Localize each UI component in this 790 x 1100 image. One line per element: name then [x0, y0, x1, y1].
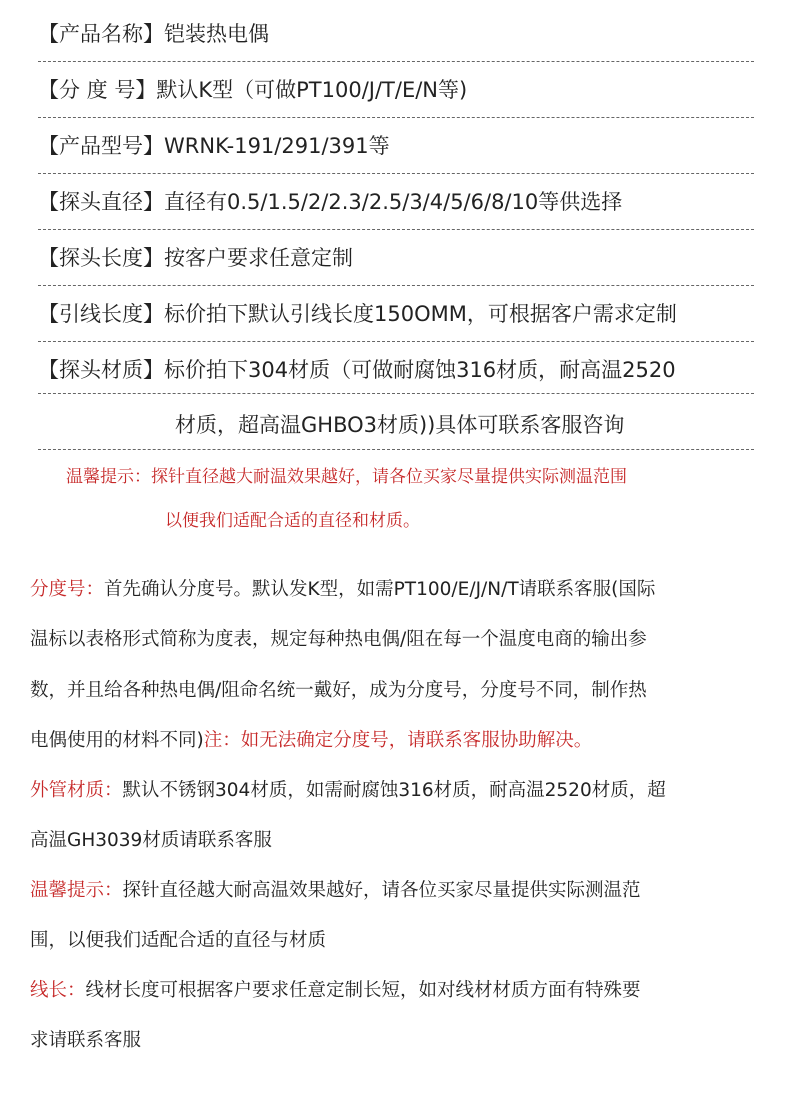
division-note: 注：如无法确定分度号，请联系客服协助解决。 [203, 730, 593, 751]
tube-label: 外管材质： [30, 780, 123, 801]
division-paragraph-line-3: 数，并且给各种热电偶/阻命名统一戴好，成为分度号，分度号不同，制作热 [30, 680, 647, 701]
divider [38, 341, 754, 342]
spec-row-lead-length [38, 300, 754, 328]
spec-value: 直径有0.5/1.5/2/2.3/2.5/3/4/5/6/8/10等供选择 [164, 190, 623, 214]
wire-paragraph-line-2: 求请联系客服 [30, 1030, 142, 1051]
division-paragraph-line-1 [30, 578, 770, 602]
spec-label: 【探头直径】 [38, 190, 164, 214]
tip2-paragraph-line-1 [30, 879, 770, 903]
tip-line-1: 温馨提示：探针直径越大耐温效果越好，请各位买家尽量提供实际测温范围 [66, 467, 627, 487]
spec-row-probe-length [38, 244, 754, 272]
wire-label: 线长： [30, 980, 86, 1001]
spec-value: WRNK-191/291/391等 [164, 134, 390, 158]
tip2-label: 温馨提示： [30, 880, 123, 901]
spec-label: 【引线长度】 [38, 302, 164, 326]
divider [38, 117, 754, 118]
spec-value: 按客户要求任意定制 [164, 246, 353, 270]
paragraph-text: 探针直径越大耐高温效果越好，请各位买家尽量提供实际测温范 [122, 880, 641, 901]
divider [38, 285, 754, 286]
division-paragraph-line-4 [30, 729, 770, 753]
spec-label: 【探头材质】 [38, 358, 164, 382]
spec-label: 【探头长度】 [38, 246, 164, 270]
spec-row-model [38, 132, 754, 160]
tube-paragraph-line-2: 高温GH3039材质请联系客服 [30, 830, 272, 851]
paragraph-text: 电偶使用的材料不同) [30, 730, 204, 751]
tip-line-2: 以便我们适配合适的直径和材质。 [165, 511, 420, 531]
tube-paragraph-line-1 [30, 779, 770, 803]
paragraph-text: 首先确认分度号。默认发K型，如需PT100/E/J/N/T请联系客服(国际 [104, 579, 656, 600]
divider [38, 449, 754, 450]
spec-label: 【分 度 号】 [38, 78, 157, 102]
paragraph-text: 线材长度可根据客户要求任意定制长短，如对线材材质方面有特殊要 [85, 980, 641, 1001]
spec-value: 标价拍下304材质（可做耐腐蚀316材质，耐高温2520 [164, 358, 676, 382]
spec-label: 【产品型号】 [38, 134, 164, 158]
spec-row-probe-material [38, 356, 754, 384]
spec-row-probe-diameter [38, 188, 754, 216]
spec-value: 铠装热电偶 [164, 22, 269, 46]
spec-row-product-name [38, 20, 754, 48]
spec-row-division-number [38, 76, 754, 104]
paragraph-text: 默认不锈钢304材质，如需耐腐蚀316材质，耐高温2520材质，超 [122, 780, 666, 801]
divider [38, 173, 754, 174]
divider [38, 61, 754, 62]
tip2-paragraph-line-2: 围，以便我们适配合适的直径与材质 [30, 930, 327, 951]
spec-value: 标价拍下默认引线长度150OMM，可根据客户需求定制 [164, 302, 677, 326]
wire-paragraph-line-1 [30, 979, 770, 1003]
divider [38, 229, 754, 230]
divider [38, 393, 754, 394]
division-paragraph-line-2: 温标以表格形式简称为度表，规定每种热电偶/阻在每一个温度电商的输出参 [30, 629, 647, 650]
division-label: 分度号： [30, 579, 105, 600]
spec-row-probe-material-continued [175, 411, 755, 439]
spec-value: 默认K型（可做PT100/J/T/E/N等) [156, 78, 468, 102]
spec-value: 材质，超高温GHBO3材质))具体可联系客服咨询 [175, 413, 625, 437]
spec-label: 【产品名称】 [38, 22, 164, 46]
